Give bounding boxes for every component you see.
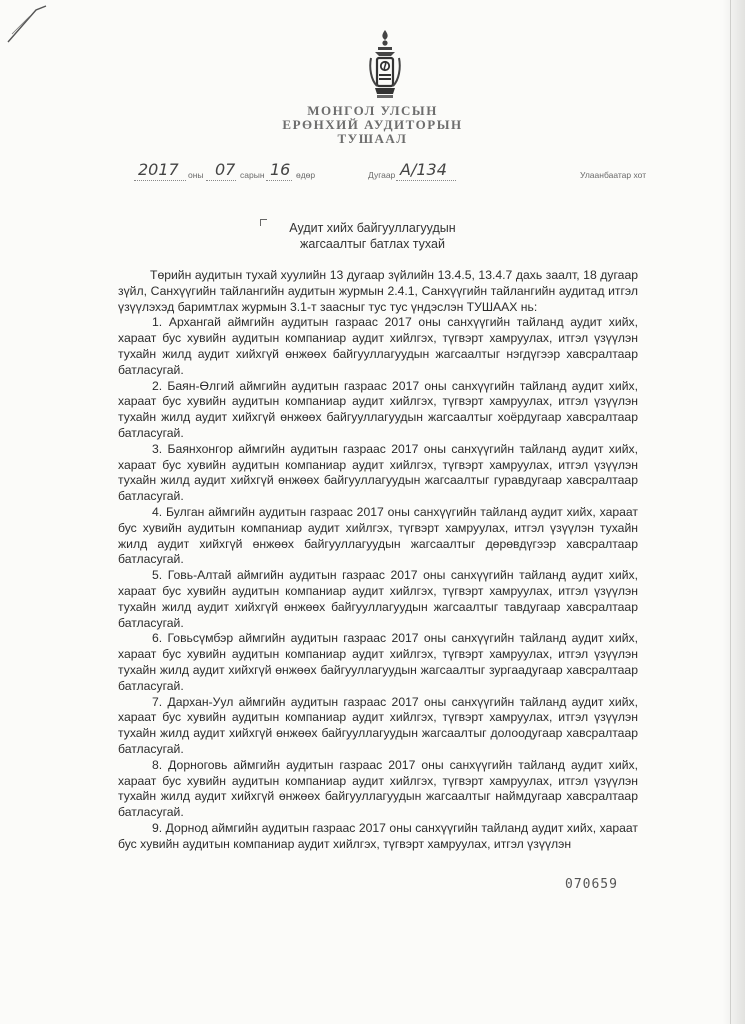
- order-item-8: 8. Дорноговь аймгийн аудитын газраас 2017 оны санхүүгийн тайланд аудит хийх, хараат бус хувийн аудитын компаниар аудит хийлгэх, түгвэрт хамруулах, итгэл үзүүлэн тухайн жилд аудит хийхгүй өнжөөх байгууллагуудын жагсаалтыг наймдугаар хавсралтаар батласугай.: [118, 757, 638, 820]
- serial-number: 070659: [565, 877, 618, 892]
- header-line-1: МОНГОЛ УЛСЫН: [307, 103, 438, 118]
- year-label: оны: [188, 170, 204, 180]
- day-underline: [266, 180, 292, 181]
- scan-edge-shadow: [723, 0, 745, 1024]
- order-item-3: 3. Баянхонгор аймгийн аудитын газраас 2017 оны санхүүгийн тайланд аудит хийх, хараат бус хувийн аудитын компаниар аудит хийлгэх, түгвэрт хамруулах, итгэл үзүүлэн тухайн жилд аудит хийхгүй өнжөөх байгууллагуудын жагсаалтыг гуравдугаар хавсралтаар батласугай.: [118, 441, 638, 504]
- order-item-1: 1. Архангай аймгийн аудитын газраас 2017 оны санхүүгийн тайланд аудит хийх, хараат бус хувийн аудитын компаниар аудит хийлгэх, түгвэрт хамруулах, итгэл үзүүлэн тухайн жилд аудит хийхгүй өнжөөх байгууллагуудын жагсаалтыг нэгдүгээр хавсралтаар батласугай.: [118, 315, 638, 377]
- document-title-line-2: жагсаалтыг батлах тухай: [300, 237, 445, 251]
- order-item-9: 9. Дорнод аймгийн аудитын газраас 2017 оны санхүүгийн тайланд аудит хийх, хараат бус хувийн аудитын компаниар аудит хийлгэх, түгвэрт хамруулах, итгэл үзүүлэн: [118, 820, 638, 851]
- order-body: [118, 268, 638, 852]
- header-line-3: ТУШААЛ: [337, 131, 408, 146]
- year-underline: [134, 180, 186, 181]
- month-label: сарын: [240, 170, 265, 180]
- order-number: А/134: [400, 160, 447, 179]
- order-item-6: 6. Говьсүмбэр аймгийн аудитын газраас 2017 оны санхүүгийн тайланд аудит хийх, хараат бус хувийн аудитын компаниар аудит хийлгэх, түгвэрт хамруулах, итгэл үзүүлэн тухайн жилд аудит хийхгүй өнжөөх байгууллагуудын жагсаалтыг зургаадугаар хавсралтаар батласугай.: [118, 631, 638, 693]
- scan-edge-line: [730, 0, 731, 1024]
- order-item-7: 7. Дархан-Уул аймгийн аудитын газраас 2017 оны санхүүгийн тайланд аудит хийх, хараат бус хувийн аудитын компаниар аудит хийлгэх, түгвэрт хамруулах, итгэл үзүүлэн тухайн жилд аудит хийхгүй өнжөөх байгууллагуудын жагсаалтыг долоодугаар хавсралтаар батласугай.: [118, 694, 638, 756]
- header-line-2: ЕРӨНХИЙ АУДИТОРЫН: [282, 117, 463, 132]
- preamble-paragraph: Төрийн аудитын тухай хуулийн 13 дугаар зүйлийн 13.4.5, 13.4.7 дахь заалт, 18 дугаар зүйл, Санхүүгийн тайлангийн аудитын журмын 2.4.1, Санхүүгийн тайлангийн аудитад итгэл үзүүлэхэд баримтлах журмын 3.1-т заасныг тус тус үндэслэн ТУШААХ нь:: [118, 268, 638, 314]
- city-label: Улаанбаатар хот: [580, 170, 647, 180]
- date-month: 07: [215, 160, 236, 179]
- number-underline: [396, 180, 456, 181]
- month-underline: [206, 180, 236, 181]
- order-item-5: 5. Говь-Алтай аймгийн аудитын газраас 2017 оны санхүүгийн тайланд аудит хийх, хараат бус хувийн аудитын компаниар аудит хийлгэх, түгвэрт хамруулах, итгэл үзүүлэн тухайн жилд аудит хийхгүй өнжөөх байгууллагуудын жагсаалтыг тавдугаар хавсралтаар батласугай.: [118, 568, 638, 630]
- order-item-2: 2. Баян-Өлгий аймгийн аудитын газраас 2017 оны санхүүгийн тайланд аудит хийх, хараат бус хувийн аудитын компаниар аудит хийлгэх, түгвэрт хамруулах, итгэл үзүүлэн тухайн жилд аудит хийхгүй өнжөөх байгууллагуудын жагсаалтыг хоёрдугаар хавсралтаар батласугай.: [118, 378, 638, 440]
- corner-pen-mark-icon: [6, 4, 52, 44]
- number-label: Дугаар: [368, 170, 396, 180]
- dateline: [0, 160, 745, 186]
- state-emblem-icon: [363, 28, 407, 102]
- document-title-line-1: Аудит хийх байгууллагуудын: [289, 221, 456, 235]
- date-day: 16: [270, 160, 291, 179]
- date-year: 2017: [138, 160, 179, 179]
- order-item-4: 4. Булган аймгийн аудитын газраас 2017 оны санхүүгийн тайланд аудит хийх, хараат бус хувийн аудитын компаниар аудит хийлгэх, түгвэрт хамруулах, итгэл үзүүлэн тухайн жилд аудит хийхгүй өнжөөх байгууллагуудын жагсаалтыг дөрөвдүгээр хавсралтаар батласугай.: [118, 504, 638, 567]
- day-label: өдөр: [296, 170, 316, 180]
